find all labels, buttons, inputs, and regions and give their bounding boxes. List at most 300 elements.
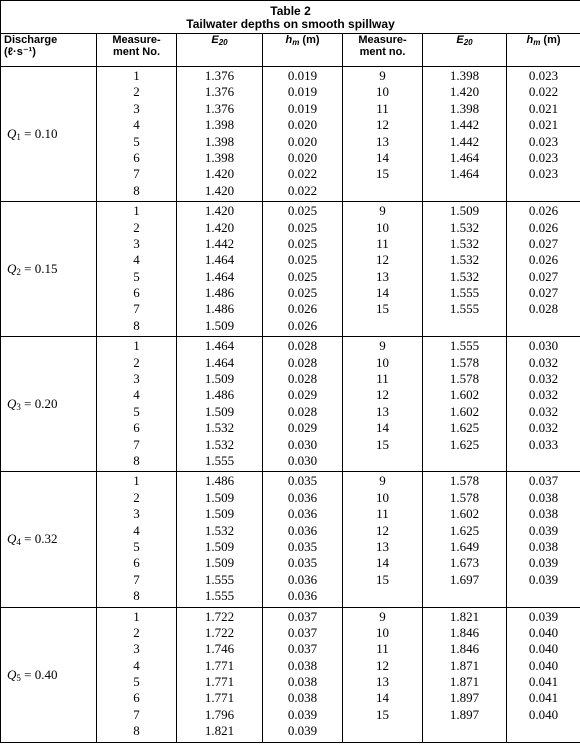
value-h2: 0.038 bbox=[528, 489, 559, 505]
value-h2: 0.027 bbox=[528, 268, 559, 284]
value-e2: 1.398 bbox=[449, 100, 480, 116]
value-m2: 14 bbox=[376, 555, 389, 571]
value-h2: 0.033 bbox=[528, 436, 559, 452]
value-h2: 0.040 bbox=[528, 706, 559, 722]
value-h1: 0.038 bbox=[287, 657, 318, 673]
value-m1: 7 bbox=[133, 571, 140, 587]
value-e2: 1.871 bbox=[449, 674, 480, 690]
value-e1: 1.509 bbox=[204, 538, 235, 554]
value-e1: 1.796 bbox=[204, 706, 235, 722]
value-h1: 0.026 bbox=[287, 317, 318, 333]
value-e1: 1.722 bbox=[204, 608, 235, 624]
value-e1: 1.555 bbox=[204, 571, 235, 587]
value-e2: 1.649 bbox=[449, 538, 480, 554]
discharge-value: = 0.40 bbox=[20, 666, 58, 682]
value-h2: 0.023 bbox=[528, 68, 559, 83]
empty-value bbox=[423, 723, 506, 739]
column-m1 bbox=[97, 607, 177, 742]
column-m1 bbox=[97, 337, 177, 472]
header-measurement-no-line2: ment No. bbox=[112, 46, 161, 58]
value-m2: 15 bbox=[376, 166, 389, 182]
header-measurement-no bbox=[97, 34, 177, 67]
value-m1: 8 bbox=[133, 452, 140, 468]
value-m2: 14 bbox=[376, 285, 389, 301]
value-e2: 1.578 bbox=[449, 354, 480, 370]
value-m2: 9 bbox=[379, 338, 386, 354]
value-e1: 1.509 bbox=[204, 317, 235, 333]
value-h1: 0.036 bbox=[287, 489, 318, 505]
value-e2: 1.846 bbox=[449, 641, 480, 657]
column-h2 bbox=[507, 607, 580, 742]
value-h2: 0.039 bbox=[528, 522, 559, 538]
value-e2: 1.532 bbox=[449, 268, 480, 284]
header-e20-2-symbol: E bbox=[456, 34, 464, 46]
value-m1: 6 bbox=[133, 149, 140, 165]
value-m1: 1 bbox=[133, 338, 140, 354]
column-m1 bbox=[97, 472, 177, 607]
value-h1: 0.029 bbox=[287, 387, 318, 403]
header-e20 bbox=[177, 34, 263, 67]
column-h1 bbox=[263, 337, 343, 472]
value-m2: 14 bbox=[376, 690, 389, 706]
discharge-subscript: 2 bbox=[16, 267, 21, 278]
value-e1: 1.420 bbox=[204, 182, 235, 198]
discharge-value: = 0.10 bbox=[20, 126, 58, 142]
empty-value bbox=[507, 723, 580, 739]
value-h1: 0.037 bbox=[287, 608, 318, 624]
value-m1: 5 bbox=[133, 133, 140, 149]
value-m1: 7 bbox=[133, 301, 140, 317]
discharge-cell bbox=[1, 607, 97, 742]
value-h2: 0.022 bbox=[528, 84, 559, 100]
value-e2: 1.673 bbox=[449, 555, 480, 571]
value-e2: 1.532 bbox=[449, 252, 480, 268]
column-m1 bbox=[97, 202, 177, 337]
value-h2: 0.032 bbox=[528, 354, 559, 370]
value-m2: 9 bbox=[379, 203, 386, 219]
value-h2: 0.040 bbox=[528, 641, 559, 657]
column-e1 bbox=[177, 202, 263, 337]
header-hm-symbol: h bbox=[285, 34, 293, 46]
value-m2: 15 bbox=[376, 571, 389, 587]
column-h2 bbox=[507, 337, 580, 472]
column-h1 bbox=[263, 202, 343, 337]
value-e1: 1.398 bbox=[204, 149, 235, 165]
value-m2: 10 bbox=[376, 84, 389, 100]
value-m2: 13 bbox=[376, 268, 389, 284]
discharge-symbol: Q bbox=[7, 126, 17, 142]
value-h2: 0.023 bbox=[528, 166, 559, 182]
discharge-value: = 0.15 bbox=[20, 261, 58, 277]
value-h1: 0.020 bbox=[287, 149, 318, 165]
value-m1: 3 bbox=[133, 506, 140, 522]
value-h2: 0.039 bbox=[528, 571, 559, 587]
value-h1: 0.025 bbox=[287, 235, 318, 251]
value-m2: 15 bbox=[376, 706, 389, 722]
value-e2: 1.532 bbox=[449, 235, 480, 251]
value-m2: 12 bbox=[376, 117, 389, 133]
value-m1: 8 bbox=[133, 182, 140, 198]
value-h1: 0.025 bbox=[287, 268, 318, 284]
value-h1: 0.039 bbox=[287, 706, 318, 722]
empty-value bbox=[343, 723, 422, 739]
value-m1: 4 bbox=[133, 522, 140, 538]
discharge-subscript: 5 bbox=[16, 672, 21, 683]
discharge-group bbox=[1, 202, 580, 337]
value-h1: 0.028 bbox=[287, 403, 318, 419]
header-e20-2 bbox=[423, 34, 507, 67]
value-m2: 10 bbox=[376, 624, 389, 640]
header-e20-symbol: E bbox=[211, 34, 219, 46]
header-measurement-no-line1: Measure- bbox=[112, 34, 161, 46]
value-m2: 15 bbox=[376, 436, 389, 452]
value-h2: 0.032 bbox=[528, 403, 559, 419]
value-m2: 9 bbox=[379, 473, 386, 489]
value-m1: 8 bbox=[133, 317, 140, 333]
discharge-subscript: 4 bbox=[16, 537, 21, 548]
empty-value bbox=[507, 183, 580, 199]
value-h2: 0.023 bbox=[528, 149, 559, 165]
column-h1 bbox=[263, 607, 343, 742]
value-e1: 1.420 bbox=[204, 219, 235, 235]
header-hm-2-symbol: h bbox=[526, 34, 534, 46]
column-e2 bbox=[423, 472, 507, 607]
value-e2: 1.578 bbox=[449, 371, 480, 387]
value-h1: 0.025 bbox=[287, 252, 318, 268]
value-e2: 1.625 bbox=[449, 420, 480, 436]
discharge-cell bbox=[1, 337, 97, 472]
table-caption bbox=[1, 1, 580, 34]
value-h1: 0.028 bbox=[287, 354, 318, 370]
value-e2: 1.897 bbox=[449, 706, 480, 722]
empty-value bbox=[343, 453, 422, 469]
value-h2: 0.030 bbox=[528, 338, 559, 354]
value-m2: 15 bbox=[376, 301, 389, 317]
value-e2: 1.625 bbox=[449, 436, 480, 452]
header-hm-2-subscript: m bbox=[533, 38, 541, 47]
value-e1: 1.376 bbox=[204, 68, 235, 83]
value-h2: 0.040 bbox=[528, 624, 559, 640]
header-measurement-no-2-line1: Measure- bbox=[358, 34, 407, 46]
column-e2 bbox=[423, 337, 507, 472]
discharge-group bbox=[1, 67, 580, 202]
discharge-value: = 0.32 bbox=[20, 531, 58, 547]
value-m2: 11 bbox=[376, 235, 389, 251]
value-h1: 0.039 bbox=[287, 723, 318, 739]
column-e1 bbox=[177, 607, 263, 742]
header-hm-subscript: m bbox=[292, 38, 300, 47]
value-m1: 6 bbox=[133, 690, 140, 706]
value-h1: 0.037 bbox=[287, 624, 318, 640]
value-e1: 1.509 bbox=[204, 371, 235, 387]
value-h1: 0.030 bbox=[287, 436, 318, 452]
value-e1: 1.464 bbox=[204, 354, 235, 370]
column-m2 bbox=[343, 472, 423, 607]
value-m2: 14 bbox=[376, 149, 389, 165]
value-h1: 0.035 bbox=[287, 538, 318, 554]
header-hm bbox=[263, 34, 343, 67]
value-h2: 0.021 bbox=[528, 100, 559, 116]
value-h1: 0.019 bbox=[287, 100, 318, 116]
value-h2: 0.039 bbox=[528, 608, 559, 624]
value-m2: 13 bbox=[376, 674, 389, 690]
value-e1: 1.722 bbox=[204, 624, 235, 640]
column-h1 bbox=[263, 67, 343, 202]
value-e2: 1.420 bbox=[449, 84, 480, 100]
value-m1: 5 bbox=[133, 268, 140, 284]
value-h1: 0.036 bbox=[287, 571, 318, 587]
value-m1: 3 bbox=[133, 371, 140, 387]
value-m2: 14 bbox=[376, 420, 389, 436]
discharge-cell bbox=[1, 472, 97, 607]
value-e2: 1.602 bbox=[449, 403, 480, 419]
value-m2: 11 bbox=[376, 641, 389, 657]
value-e2: 1.602 bbox=[449, 387, 480, 403]
value-h1: 0.020 bbox=[287, 133, 318, 149]
value-m2: 10 bbox=[376, 489, 389, 505]
value-e2: 1.846 bbox=[449, 624, 480, 640]
column-e2 bbox=[423, 67, 507, 202]
empty-value bbox=[507, 318, 580, 334]
value-e1: 1.555 bbox=[204, 588, 235, 604]
discharge-subscript: 1 bbox=[16, 132, 21, 143]
value-h2: 0.027 bbox=[528, 285, 559, 301]
discharge-symbol: Q bbox=[7, 666, 17, 682]
value-e2: 1.555 bbox=[449, 338, 480, 354]
value-m1: 5 bbox=[133, 538, 140, 554]
value-m1: 5 bbox=[133, 403, 140, 419]
table-title: Tailwater depths on smooth spillway bbox=[186, 17, 395, 31]
value-m1: 2 bbox=[133, 219, 140, 235]
value-m2: 12 bbox=[376, 252, 389, 268]
header-discharge bbox=[1, 34, 97, 67]
discharge-group bbox=[1, 472, 580, 607]
value-e1: 1.464 bbox=[204, 268, 235, 284]
empty-value bbox=[423, 588, 506, 604]
value-e1: 1.555 bbox=[204, 452, 235, 468]
header-discharge-unit: (ℓ·s⁻¹) bbox=[4, 46, 36, 58]
value-m2: 11 bbox=[376, 506, 389, 522]
value-e1: 1.746 bbox=[204, 641, 235, 657]
value-e2: 1.464 bbox=[449, 149, 480, 165]
column-e2 bbox=[423, 607, 507, 742]
value-m1: 5 bbox=[133, 674, 140, 690]
value-m1: 3 bbox=[133, 641, 140, 657]
empty-value bbox=[507, 453, 580, 469]
value-m2: 12 bbox=[376, 657, 389, 673]
value-h1: 0.029 bbox=[287, 420, 318, 436]
value-m1: 3 bbox=[133, 235, 140, 251]
value-e1: 1.771 bbox=[204, 674, 235, 690]
value-e2: 1.398 bbox=[449, 68, 480, 83]
discharge-cell bbox=[1, 202, 97, 337]
value-h2: 0.032 bbox=[528, 420, 559, 436]
value-e2: 1.532 bbox=[449, 219, 480, 235]
value-h2: 0.037 bbox=[528, 473, 559, 489]
value-m1: 8 bbox=[133, 588, 140, 604]
value-h1: 0.026 bbox=[287, 301, 318, 317]
value-m1: 8 bbox=[133, 723, 140, 739]
value-e1: 1.464 bbox=[204, 338, 235, 354]
value-e2: 1.821 bbox=[449, 608, 480, 624]
value-e1: 1.420 bbox=[204, 166, 235, 182]
header-e20-subscript: 20 bbox=[218, 38, 228, 47]
column-e2 bbox=[423, 202, 507, 337]
value-h1: 0.025 bbox=[287, 203, 318, 219]
value-h2: 0.032 bbox=[528, 387, 559, 403]
value-m1: 2 bbox=[133, 489, 140, 505]
value-h1: 0.020 bbox=[287, 117, 318, 133]
value-h1: 0.038 bbox=[287, 674, 318, 690]
value-h1: 0.036 bbox=[287, 522, 318, 538]
header-discharge-label: Discharge bbox=[4, 34, 58, 46]
value-h1: 0.025 bbox=[287, 285, 318, 301]
value-e1: 1.420 bbox=[204, 203, 235, 219]
value-e2: 1.555 bbox=[449, 285, 480, 301]
value-m1: 7 bbox=[133, 706, 140, 722]
value-e1: 1.532 bbox=[204, 420, 235, 436]
value-m1: 1 bbox=[133, 203, 140, 219]
value-e1: 1.486 bbox=[204, 387, 235, 403]
value-m2: 12 bbox=[376, 387, 389, 403]
value-e1: 1.486 bbox=[204, 473, 235, 489]
value-m1: 4 bbox=[133, 252, 140, 268]
value-e1: 1.442 bbox=[204, 235, 235, 251]
value-m1: 2 bbox=[133, 84, 140, 100]
value-m2: 11 bbox=[376, 100, 389, 116]
value-h1: 0.035 bbox=[287, 555, 318, 571]
value-h2: 0.021 bbox=[528, 117, 559, 133]
value-h2: 0.023 bbox=[528, 133, 559, 149]
column-e1 bbox=[177, 67, 263, 202]
empty-value bbox=[423, 318, 506, 334]
column-m2 bbox=[343, 202, 423, 337]
value-h1: 0.036 bbox=[287, 506, 318, 522]
discharge-cell bbox=[1, 67, 97, 202]
empty-value bbox=[423, 453, 506, 469]
discharge-value: = 0.20 bbox=[20, 396, 58, 412]
value-e1: 1.532 bbox=[204, 436, 235, 452]
value-h1: 0.037 bbox=[287, 641, 318, 657]
value-h1: 0.028 bbox=[287, 371, 318, 387]
value-e2: 1.464 bbox=[449, 166, 480, 182]
value-e2: 1.578 bbox=[449, 473, 480, 489]
value-e1: 1.398 bbox=[204, 133, 235, 149]
value-m2: 9 bbox=[379, 68, 386, 83]
value-h2: 0.028 bbox=[528, 301, 559, 317]
discharge-subscript: 3 bbox=[16, 402, 21, 413]
value-m1: 6 bbox=[133, 420, 140, 436]
column-h1 bbox=[263, 472, 343, 607]
value-h1: 0.022 bbox=[287, 166, 318, 182]
value-e1: 1.821 bbox=[204, 723, 235, 739]
column-m2 bbox=[343, 67, 423, 202]
value-e1: 1.771 bbox=[204, 657, 235, 673]
value-m2: 9 bbox=[379, 608, 386, 624]
value-h2: 0.039 bbox=[528, 555, 559, 571]
empty-value bbox=[423, 183, 506, 199]
value-h1: 0.038 bbox=[287, 690, 318, 706]
value-e2: 1.871 bbox=[449, 657, 480, 673]
header-e20-2-subscript: 20 bbox=[463, 38, 473, 47]
value-m2: 10 bbox=[376, 219, 389, 235]
value-h1: 0.019 bbox=[287, 68, 318, 83]
column-h2 bbox=[507, 67, 580, 202]
value-h2: 0.038 bbox=[528, 506, 559, 522]
column-m1 bbox=[97, 67, 177, 202]
value-m1: 4 bbox=[133, 387, 140, 403]
value-h1: 0.025 bbox=[287, 219, 318, 235]
column-h2 bbox=[507, 202, 580, 337]
header-hm-2-unit: (m) bbox=[540, 34, 561, 46]
value-h2: 0.026 bbox=[528, 252, 559, 268]
value-h2: 0.040 bbox=[528, 657, 559, 673]
value-e1: 1.509 bbox=[204, 555, 235, 571]
value-e1: 1.464 bbox=[204, 252, 235, 268]
value-e1: 1.486 bbox=[204, 301, 235, 317]
value-e1: 1.376 bbox=[204, 84, 235, 100]
header-measurement-no-2 bbox=[343, 34, 423, 67]
value-m1: 1 bbox=[133, 68, 140, 83]
value-h2: 0.032 bbox=[528, 371, 559, 387]
value-m2: 11 bbox=[376, 371, 389, 387]
value-m1: 6 bbox=[133, 555, 140, 571]
empty-value bbox=[343, 318, 422, 334]
header-row bbox=[1, 34, 580, 67]
value-m1: 4 bbox=[133, 117, 140, 133]
value-h1: 0.035 bbox=[287, 473, 318, 489]
value-e1: 1.376 bbox=[204, 100, 235, 116]
value-m1: 7 bbox=[133, 166, 140, 182]
value-e1: 1.532 bbox=[204, 522, 235, 538]
value-e1: 1.509 bbox=[204, 489, 235, 505]
discharge-symbol: Q bbox=[7, 531, 17, 547]
column-m2 bbox=[343, 337, 423, 472]
value-e2: 1.697 bbox=[449, 571, 480, 587]
value-m1: 4 bbox=[133, 657, 140, 673]
value-e2: 1.442 bbox=[449, 133, 480, 149]
value-e1: 1.509 bbox=[204, 403, 235, 419]
value-m2: 12 bbox=[376, 522, 389, 538]
discharge-symbol: Q bbox=[7, 396, 17, 412]
empty-value bbox=[343, 183, 422, 199]
value-m2: 10 bbox=[376, 354, 389, 370]
value-e2: 1.442 bbox=[449, 117, 480, 133]
value-m1: 7 bbox=[133, 436, 140, 452]
value-h1: 0.036 bbox=[287, 588, 318, 604]
column-m2 bbox=[343, 607, 423, 742]
value-h2: 0.038 bbox=[528, 538, 559, 554]
discharge-symbol: Q bbox=[7, 261, 17, 277]
value-m2: 13 bbox=[376, 538, 389, 554]
value-h2: 0.027 bbox=[528, 235, 559, 251]
value-m1: 1 bbox=[133, 473, 140, 489]
value-m1: 2 bbox=[133, 354, 140, 370]
header-hm-2 bbox=[507, 34, 580, 67]
value-m1: 3 bbox=[133, 100, 140, 116]
value-m1: 2 bbox=[133, 624, 140, 640]
value-m2: 13 bbox=[376, 403, 389, 419]
value-h2: 0.026 bbox=[528, 219, 559, 235]
column-e1 bbox=[177, 337, 263, 472]
value-e2: 1.897 bbox=[449, 690, 480, 706]
value-e2: 1.625 bbox=[449, 522, 480, 538]
value-h1: 0.022 bbox=[287, 182, 318, 198]
value-h2: 0.041 bbox=[528, 690, 559, 706]
value-m1: 1 bbox=[133, 608, 140, 624]
header-measurement-no-2-line2: ment no. bbox=[359, 46, 406, 58]
discharge-group bbox=[1, 337, 580, 472]
